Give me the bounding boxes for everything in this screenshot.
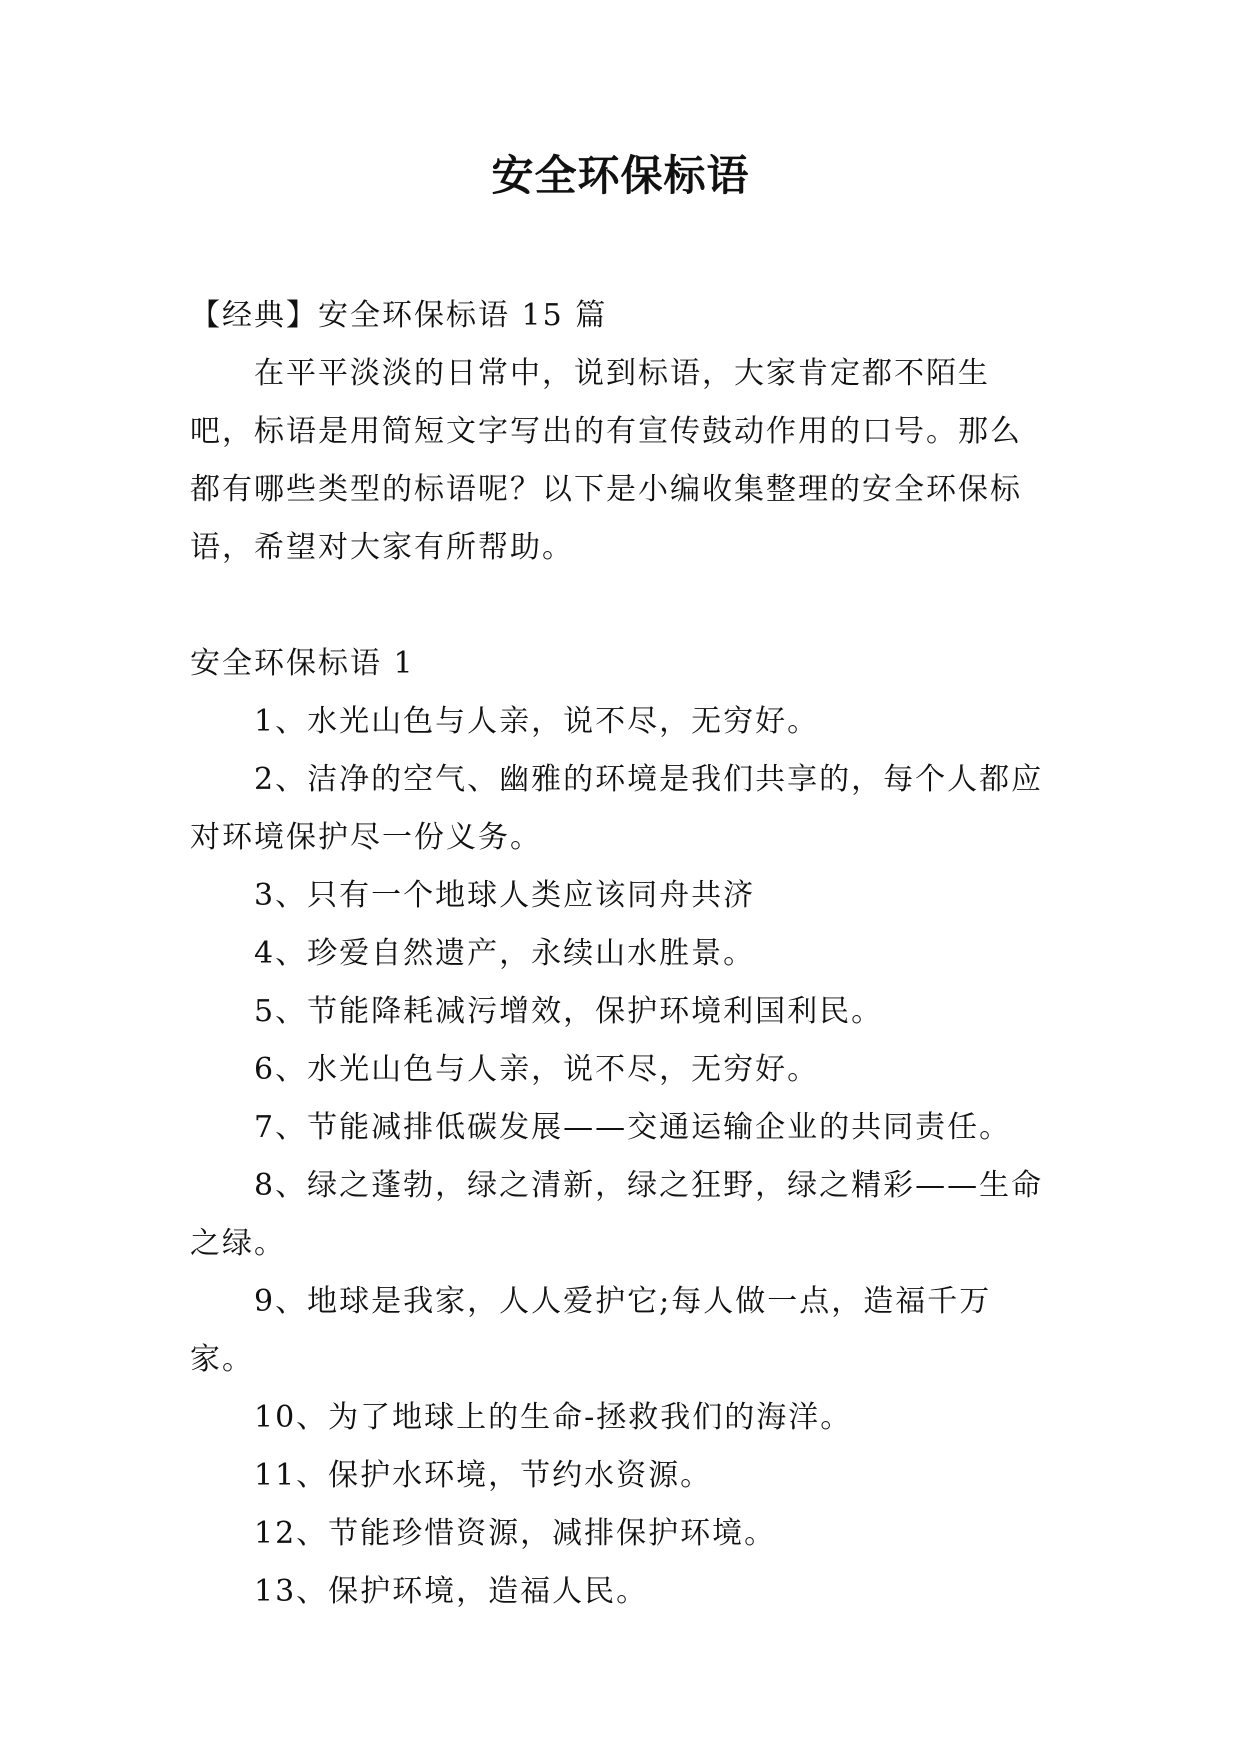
slogan-item-12: 12、节能珍惜资源，减排保护环境。 (254, 1516, 777, 1551)
document-subtitle: 【经典】安全环保标语 15 篇 (190, 298, 608, 333)
document-body (190, 287, 1050, 1621)
slogan-item-2: 2、洁净的空气、幽雅的环境是我们共享的，每个人都应对环境保护尽一份义务。 (190, 762, 1044, 855)
slogan-item-7: 7、节能减排低碳发展——交通运输企业的共同责任。 (254, 1110, 1012, 1145)
slogan-item-5: 5、节能降耗减污增效，保护环境利国利民。 (254, 994, 884, 1029)
slogan-item-13: 13、保护环境，造福人民。 (254, 1574, 649, 1609)
section-heading: 安全环保标语 1 (190, 646, 415, 681)
paragraph-spacer (190, 577, 1050, 635)
slogan-item-1: 1、水光山色与人亲，说不尽，无穷好。 (254, 704, 820, 739)
slogan-item-10: 10、为了地球上的生命-拯救我们的海洋。 (254, 1400, 853, 1435)
slogan-item-3: 3、只有一个地球人类应该同舟共济 (254, 878, 756, 913)
slogan-item-9: 9、地球是我家，人人爱护它;每人做一点，造福千万家。 (190, 1284, 992, 1377)
intro-paragraph: 在平平淡淡的日常中，说到标语，大家肯定都不陌生吧，标语是用简短文字写出的有宣传鼓动作用的口号。那么都有哪些类型的标语呢？以下是小编收集整理的安全环保标语，希望对大家有所帮助。 (190, 356, 1022, 565)
slogan-item-6: 6、水光山色与人亲，说不尽，无穷好。 (254, 1052, 820, 1087)
slogan-item-8: 8、绿之蓬勃，绿之清新，绿之狂野，绿之精彩——生命之绿。 (190, 1168, 1044, 1261)
slogan-item-4: 4、珍爱自然遗产，永续山水胜景。 (254, 936, 756, 971)
document-title: 安全环保标语 (491, 151, 750, 200)
slogan-item-11: 11、保护水环境，节约水资源。 (254, 1458, 713, 1493)
